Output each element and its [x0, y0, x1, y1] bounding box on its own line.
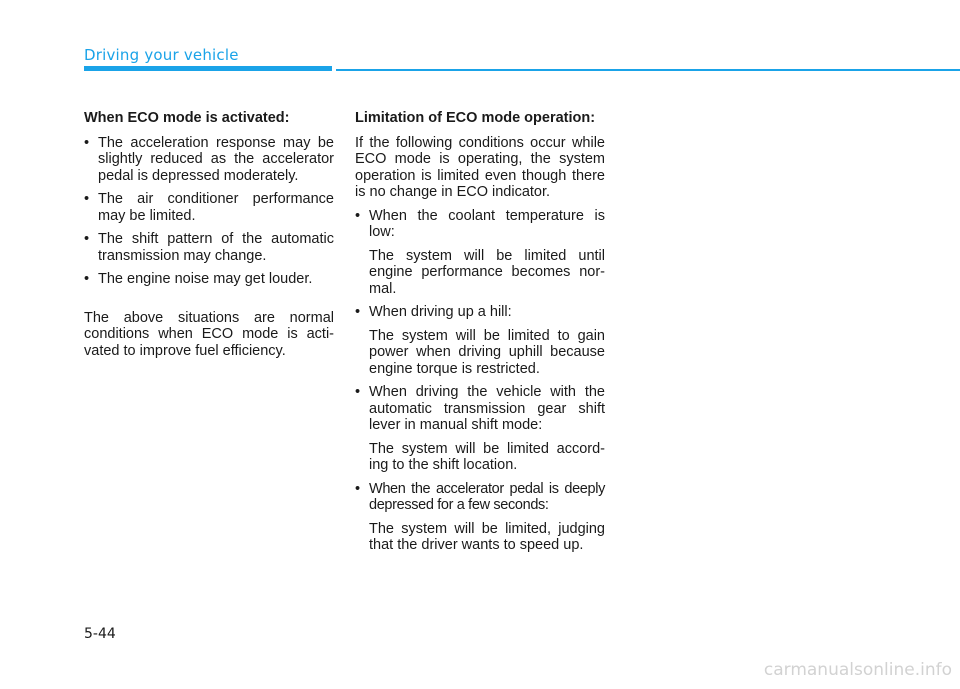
list-item-detail: The system will be limited, judging that the driver wants to speed up.: [369, 520, 605, 553]
list-item: • When driving the vehicle with the automatic transmission gear shift lever in manual shift mode:: [355, 384, 605, 434]
list-item: • The engine noise may get louder.: [84, 271, 334, 288]
spacer: [84, 295, 334, 310]
page-number: 5-44: [84, 626, 116, 642]
list-item: • The acceleration response may be slightly reduced as the accelerator pedal is depressed moderately.: [84, 135, 334, 185]
list-item: • When driving up a hill:: [355, 304, 605, 321]
left-column: [84, 110, 334, 366]
eco-limitation-heading: Limitation of ECO mode operation:: [355, 110, 596, 126]
list-item-detail: The system will be limited accord-ing to the shift location.: [369, 440, 605, 473]
list-item: • The shift pattern of the automatic transmission may change.: [84, 231, 334, 264]
list-item-detail: The system will be limited until engine performance becomes nor-mal.: [369, 247, 605, 297]
header-bar-thick: [84, 66, 332, 71]
eco-activated-heading: When ECO mode is activated:: [84, 110, 290, 126]
right-column: [355, 110, 605, 561]
list-item: • When the coolant temperature is low:: [355, 208, 605, 241]
header-bar-thin: [336, 69, 960, 71]
list-item: • The air conditioner performance may be limited.: [84, 191, 334, 224]
watermark: carmanualsonline.info: [763, 660, 952, 680]
limitation-intro: If the following conditions occur while ECO mode is operating, the system operation is limited even though there is no change in ECO indicator.: [355, 134, 605, 200]
list-item-detail: The system will be limited to gain power when driving uphill because engine torque is restricted.: [369, 327, 605, 377]
section-title: Driving your vehicle: [84, 46, 239, 64]
eco-note-paragraph: The above situations are normal conditions when ECO mode is acti-vated to improve fuel efficiency.: [84, 309, 334, 359]
list-item: • When the accelerator pedal is deeply depressed for a few seconds:: [355, 481, 605, 514]
